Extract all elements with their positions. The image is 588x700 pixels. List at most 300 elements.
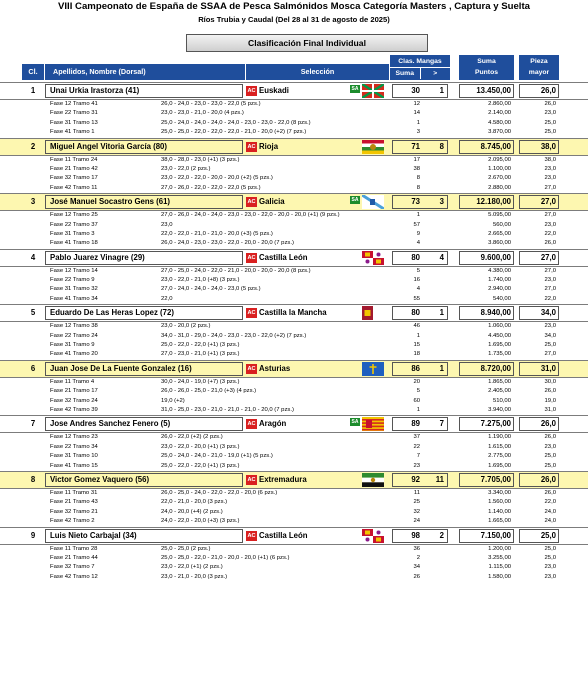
fase-suma: 12 xyxy=(413,101,420,107)
rider-gt: 11 xyxy=(435,474,444,484)
rider-rank: 9 xyxy=(30,530,36,540)
fase-row xyxy=(0,119,588,128)
fase-pieza: 25,0 xyxy=(544,545,556,552)
fase-row xyxy=(0,128,588,137)
fase-row xyxy=(0,563,588,572)
fase-suma: 9 xyxy=(416,230,420,237)
fase-suma: 8 xyxy=(416,184,420,191)
rider-name: Juan Jose De La Fuente Gonzalez (16) xyxy=(50,363,192,373)
fase-suma: 17 xyxy=(413,156,420,163)
fase-suma: 32 xyxy=(413,508,420,515)
fase-label: Fase 22 Tramo 37 xyxy=(50,221,98,228)
fase-row xyxy=(0,545,588,554)
fase-detail: 27,0 - 24,0 - 24,0 - 24,0 - 23,0 (5 pzs.) xyxy=(161,286,261,293)
rider-pieza: 27,0 xyxy=(540,197,556,207)
rider-row xyxy=(0,415,588,433)
fase-label: Fase 42 Tramo 39 xyxy=(50,406,98,413)
fase-pieza: 38,0 xyxy=(544,156,556,163)
fase-label: Fase 41 Tramo 15 xyxy=(50,462,98,469)
fase-suma: 25 xyxy=(413,499,420,506)
fase-label: Fase 32 Tramo 17 xyxy=(50,175,98,182)
fase-label: Fase 12 Tramo 14 xyxy=(50,267,98,274)
ac-badge: AC xyxy=(247,310,256,317)
rider-name: Miguel Angel Vitoria García (80) xyxy=(50,141,167,151)
rider-name: Eduardo De Las Heras Lopez (72) xyxy=(50,308,174,318)
fase-row xyxy=(0,498,588,507)
fase-pieza: 22,0 xyxy=(544,295,556,302)
fase-row xyxy=(0,211,588,220)
fase-label: Fase 22 Tramo 34 xyxy=(50,443,98,450)
fase-suma: 8 xyxy=(416,175,420,182)
rider-puntos: 9.600,00 xyxy=(480,252,511,262)
rider-seleccion: Castilla León xyxy=(259,252,308,262)
fase-row xyxy=(0,165,588,174)
header-mangas xyxy=(390,55,450,80)
page-title: VIII Campeonato de España de SSAA de Pesca Salmónidos Mosca Categoría Masters , Captura y Suelta xyxy=(57,1,530,12)
rider-pieza: 26,0 xyxy=(540,419,556,429)
rider-name: Pablo Juarez Vinagre (29) xyxy=(50,252,145,262)
fase-row xyxy=(0,406,588,415)
fase-row xyxy=(0,397,588,406)
rider-row xyxy=(0,193,588,211)
fase-detail: 23,0 - 22,0 - 21,0 (+8) (3 pzs.) xyxy=(161,277,240,284)
fase-puntos: 1.060,00 xyxy=(488,323,511,330)
fase-detail: 25,0 - 22,0 - 22,0 (+1) (3 pzs.) xyxy=(161,342,240,349)
fase-detail: 25,0 - 22,0 - 22,0 (+1) (3 pzs.) xyxy=(161,462,240,469)
rider-pieza: 27,0 xyxy=(540,252,556,262)
rider-name: Luis Nieto Carbajal (34) xyxy=(50,530,137,540)
fase-detail: 23,0 - 20,0 (2 pzs.) xyxy=(161,323,211,330)
fase-row xyxy=(0,221,588,230)
rider-suma: 89 xyxy=(411,419,420,429)
fase-row xyxy=(0,156,588,165)
fase-puntos: 2.405,00 xyxy=(488,388,511,395)
fase-detail: 30,0 - 24,0 - 19,0 (+7) (3 pzs.) xyxy=(161,378,240,385)
fase-row xyxy=(0,462,588,471)
rider-seleccion: Galicia xyxy=(259,197,285,207)
rider-row xyxy=(0,304,588,322)
fase-puntos: 2.860,00 xyxy=(488,101,511,107)
rider-gt: 8 xyxy=(439,141,444,151)
fase-detail: 25,0 - 25,0 - 22,0 - 21,0 - 20,0 - 20,0 (+1) (6 pzs.) xyxy=(161,554,290,561)
fase-pieza: 23,0 xyxy=(544,573,556,580)
fase-label: Fase 21 Tramo 44 xyxy=(50,554,98,561)
fase-puntos: 1.115,00 xyxy=(488,564,511,571)
rider-pieza: 31,0 xyxy=(540,363,556,373)
flag-asturias-icon xyxy=(362,362,384,376)
fase-row xyxy=(0,517,588,526)
fase-detail: 26,0 - 25,0 - 24,0 - 22,0 - 22,0 - 20,0 (6 pzs.) xyxy=(161,489,278,496)
fase-suma: 38 xyxy=(413,165,420,172)
fase-pieza: 26,0 xyxy=(544,101,556,107)
fase-pieza: 23,0 xyxy=(544,221,556,228)
fase-label: Fase 12 Tramo 23 xyxy=(50,434,98,441)
header-puntos-bottom: Puntos xyxy=(474,69,499,76)
fase-pieza: 30,0 xyxy=(544,378,556,385)
fase-row xyxy=(0,554,588,563)
fase-row xyxy=(0,184,588,193)
fase-puntos: 560,00 xyxy=(492,221,511,228)
fase-detail: 23,0 - 22,0 - 22,0 - 20,0 - 20,0 (+2) (5 pzs.) xyxy=(161,175,273,182)
fase-label: Fase 41 Tramo 1 xyxy=(50,129,95,136)
rider-gt: 3 xyxy=(439,197,444,207)
flag-euskadi-icon xyxy=(362,84,384,98)
fase-row xyxy=(0,100,588,109)
ac-badge: AC xyxy=(247,532,256,539)
fase-puntos: 3.255,00 xyxy=(488,554,511,561)
fase-pieza: 23,0 xyxy=(544,165,556,172)
fase-detail: 25,0 - 25,0 - 22,0 - 22,0 - 22,0 - 21,0 - 20,0 (+2) (7 pzs.) xyxy=(161,129,307,136)
rider-name: José Manuel Socastro Gens (61) xyxy=(50,197,171,207)
rider-gt: 1 xyxy=(439,86,444,95)
ac-badge: AC xyxy=(247,199,256,206)
fase-suma: 1 xyxy=(416,212,420,219)
fase-detail: 25,0 - 24,0 - 24,0 - 21,0 - 19,0 (+1) (5 pzs.) xyxy=(161,453,273,460)
fase-detail: 23,0 - 22,0 (2 pzs.) xyxy=(161,165,211,172)
fase-detail: 26,0 - 26,0 - 25,0 - 21,0 (+3) (4 pzs.) xyxy=(161,388,257,395)
fase-puntos: 1.865,00 xyxy=(488,378,511,385)
flag-cyl-icon xyxy=(362,529,384,543)
fase-puntos: 1.735,00 xyxy=(488,351,511,358)
fase-label: Fase 11 Tramo 28 xyxy=(50,545,98,552)
fase-puntos: 1.100,00 xyxy=(488,165,511,172)
ac-badge: AC xyxy=(247,254,256,261)
fase-pieza: 26,0 xyxy=(544,489,556,496)
fase-puntos: 1.580,00 xyxy=(488,573,511,580)
rider-row xyxy=(0,527,588,545)
fase-pieza: 22,0 xyxy=(544,499,556,506)
fase-puntos: 2.940,00 xyxy=(488,286,511,293)
fase-puntos: 1.140,00 xyxy=(488,508,511,515)
fase-label: Fase 42 Tramo 11 xyxy=(50,184,98,191)
fase-detail: 19,0 (+2) xyxy=(161,397,185,404)
rider-puntos: 8.720,00 xyxy=(480,363,511,373)
header-name: Apellidos, Nombre (Dorsal) xyxy=(45,64,245,80)
fase-row xyxy=(0,452,588,461)
fase-suma: 60 xyxy=(413,397,420,404)
fase-puntos: 1.695,00 xyxy=(488,462,511,469)
fase-suma: 1 xyxy=(416,406,420,413)
fase-label: Fase 11 Tramo 4 xyxy=(50,378,95,385)
rider-suma: 73 xyxy=(411,197,420,207)
fase-label: Fase 31 Tramo 32 xyxy=(50,286,98,293)
fase-detail: 27,0 - 26,0 - 24,0 - 24,0 - 23,0 - 23,0 - 22,0 - 20,0 - 20,0 (+1) (9 pzs.) xyxy=(161,212,340,219)
fase-pieza: 23,0 xyxy=(544,564,556,571)
fase-puntos: 3.940,00 xyxy=(488,406,511,413)
fase-label: Fase 11 Tramo 24 xyxy=(50,156,98,163)
fase-label: Fase 31 Tramo 10 xyxy=(50,453,98,460)
fase-detail: 22,0 - 21,0 - 20,0 (3 pzs.) xyxy=(161,499,228,506)
fase-row xyxy=(0,174,588,183)
fase-detail: 24,0 - 22,0 - 20,0 (+3) (3 pzs.) xyxy=(161,518,240,525)
fase-suma: 20 xyxy=(413,378,420,385)
rider-puntos: 7.150,00 xyxy=(480,530,511,540)
fase-puntos: 1.740,00 xyxy=(488,277,511,284)
rider-seleccion: Euskadi xyxy=(259,86,289,95)
fase-pieza: 23,0 xyxy=(544,175,556,182)
fase-label: Fase 32 Tramo 24 xyxy=(50,397,98,404)
rider-name: Unai Urkia Irastorza (41) xyxy=(50,86,140,95)
fase-suma: 55 xyxy=(413,295,420,302)
fase-detail: 38,0 - 28,0 - 23,0 (+1) (3 pzs.) xyxy=(161,156,240,163)
ac-badge: AC xyxy=(247,88,256,94)
fase-puntos: 540,00 xyxy=(492,295,511,302)
page-subtitle: Ríos Trubia y Caudal (Del 28 al 31 de agosto de 2025) xyxy=(198,15,390,24)
fase-suma: 22 xyxy=(413,443,420,450)
fase-pieza: 27,0 xyxy=(544,267,556,274)
fase-suma: 14 xyxy=(413,110,420,117)
fase-suma: 5 xyxy=(416,267,420,274)
fase-pieza: 22,0 xyxy=(544,230,556,237)
fase-pieza: 26,0 xyxy=(544,240,556,247)
rider-name: Jose Andres Sanchez Fenero (5) xyxy=(50,419,171,429)
rider-row xyxy=(0,82,588,100)
fase-puntos: 1.615,00 xyxy=(488,443,511,450)
header-seleccion: Selección xyxy=(246,64,389,80)
flag-galicia-icon xyxy=(362,195,384,209)
fase-detail: 25,0 - 25,0 (2 pzs.) xyxy=(161,545,211,552)
fase-puntos: 1.665,00 xyxy=(488,518,511,525)
fase-row xyxy=(0,295,588,304)
fase-suma: 24 xyxy=(413,518,420,525)
fase-puntos: 510,00 xyxy=(492,397,511,404)
fase-label: Fase 42 Tramo 12 xyxy=(50,573,98,580)
fase-label: Fase 12 Tramo 41 xyxy=(50,101,98,107)
rider-pieza: 26,0 xyxy=(540,86,556,95)
fase-row xyxy=(0,239,588,248)
fase-detail: 26,0 - 24,0 - 23,0 - 23,0 - 22,0 (5 pzs.) xyxy=(161,101,261,107)
fase-label: Fase 12 Tramo 25 xyxy=(50,212,98,219)
fase-pieza: 24,0 xyxy=(544,508,556,515)
rider-suma: 86 xyxy=(411,363,420,373)
ac-badge: AC xyxy=(247,365,256,372)
rider-suma: 98 xyxy=(411,530,420,540)
rider-seleccion: Castilla León xyxy=(259,530,308,540)
sa-badge: SA xyxy=(351,197,359,204)
rider-rank: 5 xyxy=(30,308,36,318)
fase-suma: 23 xyxy=(413,462,420,469)
fase-row xyxy=(0,341,588,350)
header-puntos xyxy=(459,55,514,80)
fase-suma: 7 xyxy=(416,453,420,460)
fase-row xyxy=(0,285,588,294)
fase-suma: 36 xyxy=(413,545,420,552)
header-puntos-top: Suma xyxy=(477,58,496,65)
rider-suma: 30 xyxy=(411,86,420,95)
fase-suma: 34 xyxy=(413,564,420,571)
rider-row xyxy=(0,471,588,489)
fase-puntos: 2.670,00 xyxy=(488,175,511,182)
fase-detail: 23,0 - 22,0 - 20,0 (+1) (3 pzs.) xyxy=(161,443,240,450)
fase-puntos: 2.880,00 xyxy=(488,184,511,191)
sa-badge: SA xyxy=(351,419,359,426)
flag-cyl-icon xyxy=(362,251,384,265)
fase-pieza: 26,0 xyxy=(544,388,556,395)
fase-detail: 27,0 - 23,0 - 21,0 (+1) (3 pzs.) xyxy=(161,351,240,358)
rider-row xyxy=(0,249,588,267)
fase-pieza: 25,0 xyxy=(544,462,556,469)
fase-puntos: 1.200,00 xyxy=(488,545,511,552)
fase-pieza: 23,0 xyxy=(544,443,556,450)
fase-puntos: 4.450,00 xyxy=(488,332,511,339)
fase-label: Fase 41 Tramo 20 xyxy=(50,351,98,358)
fase-puntos: 4.580,00 xyxy=(488,119,511,126)
fase-row xyxy=(0,573,588,582)
ac-badge: AC xyxy=(247,421,256,428)
header-pieza-bottom: mayor xyxy=(528,69,550,76)
fase-suma: 11 xyxy=(413,489,420,496)
flag-rioja-icon xyxy=(362,140,384,154)
rider-rank: 6 xyxy=(30,363,36,373)
rider-suma: 80 xyxy=(411,308,420,318)
fase-puntos: 3.870,00 xyxy=(488,129,511,136)
fase-suma: 1 xyxy=(416,119,420,126)
fase-label: Fase 22 Tramo 24 xyxy=(50,332,98,339)
fase-row xyxy=(0,387,588,396)
fase-pieza: 25,0 xyxy=(544,119,556,126)
fase-row xyxy=(0,443,588,452)
fase-row xyxy=(0,332,588,341)
fase-suma: 2 xyxy=(416,554,420,561)
flag-clm-icon xyxy=(362,306,384,320)
fase-pieza: 25,0 xyxy=(544,453,556,460)
fase-detail: 27,0 - 26,0 - 22,0 - 22,0 - 22,0 (5 pzs.) xyxy=(161,184,261,191)
fase-row xyxy=(0,267,588,276)
fase-label: Fase 31 Tramo 9 xyxy=(50,342,95,349)
fase-label: Fase 41 Tramo 18 xyxy=(50,240,98,247)
fase-puntos: 2.665,00 xyxy=(488,230,511,237)
fase-suma: 57 xyxy=(413,221,420,228)
fase-pieza: 31,0 xyxy=(544,406,556,413)
fase-puntos: 2.775,00 xyxy=(488,453,511,460)
rider-seleccion: Asturias xyxy=(259,363,291,373)
fase-pieza: 19,0 xyxy=(544,397,556,404)
header-mangas-label: Clas. Mangas xyxy=(398,58,442,65)
fase-suma: 46 xyxy=(413,323,420,330)
fase-row xyxy=(0,276,588,285)
rider-suma: 92 xyxy=(411,474,420,484)
fase-puntos: 1.190,00 xyxy=(488,434,511,441)
fase-suma: 4 xyxy=(416,240,420,247)
fase-puntos: 1.695,00 xyxy=(488,342,511,349)
fase-row xyxy=(0,230,588,239)
fase-suma: 3 xyxy=(416,129,420,136)
rider-puntos: 12.180,00 xyxy=(476,197,511,207)
flag-aragon-icon xyxy=(362,417,384,431)
fase-suma: 1 xyxy=(416,332,420,339)
rider-row xyxy=(0,360,588,378)
fase-detail: 34,0 - 31,0 - 29,0 - 24,0 - 23,0 - 23,0 - 22,0 (+2) (7 pzs.) xyxy=(161,332,307,339)
fase-pieza: 23,0 xyxy=(544,110,556,117)
rider-puntos: 7.275,00 xyxy=(480,419,511,429)
fase-row xyxy=(0,433,588,442)
fase-detail: 23,0 xyxy=(161,221,173,228)
fase-puntos: 5.095,00 xyxy=(488,212,511,219)
fase-suma: 37 xyxy=(413,434,420,441)
rider-pieza: 26,0 xyxy=(540,474,556,484)
rider-gt: 4 xyxy=(439,252,444,262)
rider-seleccion: Aragón xyxy=(259,419,287,429)
fase-row xyxy=(0,489,588,498)
fase-detail: 31,0 - 25,0 - 23,0 - 21,0 - 21,0 - 21,0 - 20,0 (7 pzs.) xyxy=(161,406,294,413)
rider-gt: 2 xyxy=(439,530,444,540)
fase-pieza: 26,0 xyxy=(544,434,556,441)
ac-badge: AC xyxy=(247,143,256,150)
fase-detail: 23,0 - 22,0 (+1) (2 pzs.) xyxy=(161,564,223,571)
fase-label: Fase 22 Tramo 31 xyxy=(50,110,98,117)
fase-detail: 22,0 - 22,0 - 21,0 - 21,0 - 20,0 (+3) (5 pzs.) xyxy=(161,230,273,237)
fase-detail: 22,0 xyxy=(161,295,173,302)
fase-row xyxy=(0,378,588,387)
fase-label: Fase 41 Tramo 34 xyxy=(50,295,98,302)
fase-label: Fase 21 Tramo 43 xyxy=(50,499,98,506)
fase-suma: 16 xyxy=(413,277,420,284)
fase-label: Fase 31 Tramo 3 xyxy=(50,230,95,237)
rider-gt: 7 xyxy=(439,419,444,429)
fase-suma: 4 xyxy=(416,286,420,293)
rider-rank: 7 xyxy=(30,419,36,429)
rider-puntos: 8.940,00 xyxy=(480,308,511,318)
fase-pieza: 25,0 xyxy=(544,554,556,561)
rider-seleccion: Rioja xyxy=(259,141,279,151)
rider-rank: 3 xyxy=(30,197,36,207)
rider-puntos: 13.450,00 xyxy=(476,86,511,95)
fase-pieza: 27,0 xyxy=(544,212,556,219)
fase-pieza: 23,0 xyxy=(544,323,556,330)
fase-label: Fase 21 Tramo 17 xyxy=(50,388,98,395)
header-pieza-top: Pieza xyxy=(530,58,548,65)
fase-row xyxy=(0,350,588,359)
rider-seleccion: Extremadura xyxy=(259,474,307,484)
fase-pieza: 25,0 xyxy=(544,342,556,349)
sa-badge: SA xyxy=(351,86,359,92)
fase-suma: 26 xyxy=(413,573,420,580)
rider-pieza: 38,0 xyxy=(540,141,556,151)
fase-pieza: 27,0 xyxy=(544,184,556,191)
fase-suma: 15 xyxy=(413,342,420,349)
fase-pieza: 27,0 xyxy=(544,286,556,293)
fase-detail: 24,0 - 20,0 (+4) (2 pzs.) xyxy=(161,508,223,515)
header-suma: Suma xyxy=(395,70,414,77)
fase-label: Fase 32 Tramo 7 xyxy=(50,564,95,571)
fase-suma: 18 xyxy=(413,351,420,358)
fase-label: Fase 31 Tramo 13 xyxy=(50,119,98,126)
rider-puntos: 8.745,00 xyxy=(480,141,511,151)
fase-pieza: 34,0 xyxy=(544,332,556,339)
rider-suma: 80 xyxy=(411,252,420,262)
rider-rank: 4 xyxy=(30,252,36,262)
rider-gt: 1 xyxy=(439,308,444,318)
results-table xyxy=(0,82,588,582)
fase-row xyxy=(0,508,588,517)
fase-label: Fase 21 Tramo 42 xyxy=(50,165,98,172)
fase-detail: 27,0 - 25,0 - 24,0 - 22,0 - 21,0 - 20,0 - 20,0 - 20,0 (8 pzs.) xyxy=(161,267,311,274)
rider-name: Victor Gomez Vaquero (56) xyxy=(50,474,150,484)
rider-pieza: 25,0 xyxy=(540,530,556,540)
fase-pieza: 25,0 xyxy=(544,129,556,136)
rider-pieza: 34,0 xyxy=(540,308,556,318)
fase-puntos: 1.560,00 xyxy=(488,499,511,506)
fase-row xyxy=(0,109,588,118)
rider-suma: 71 xyxy=(411,141,420,151)
ac-badge: AC xyxy=(247,476,256,483)
rider-puntos: 7.705,00 xyxy=(480,474,511,484)
fase-puntos: 2.140,00 xyxy=(488,110,511,117)
fase-puntos: 2.095,00 xyxy=(488,156,511,163)
fase-detail: 23,0 - 23,0 - 21,0 - 20,0 (4 pzs.) xyxy=(161,110,244,117)
fase-pieza: 27,0 xyxy=(544,351,556,358)
rider-rank: 1 xyxy=(30,86,36,95)
